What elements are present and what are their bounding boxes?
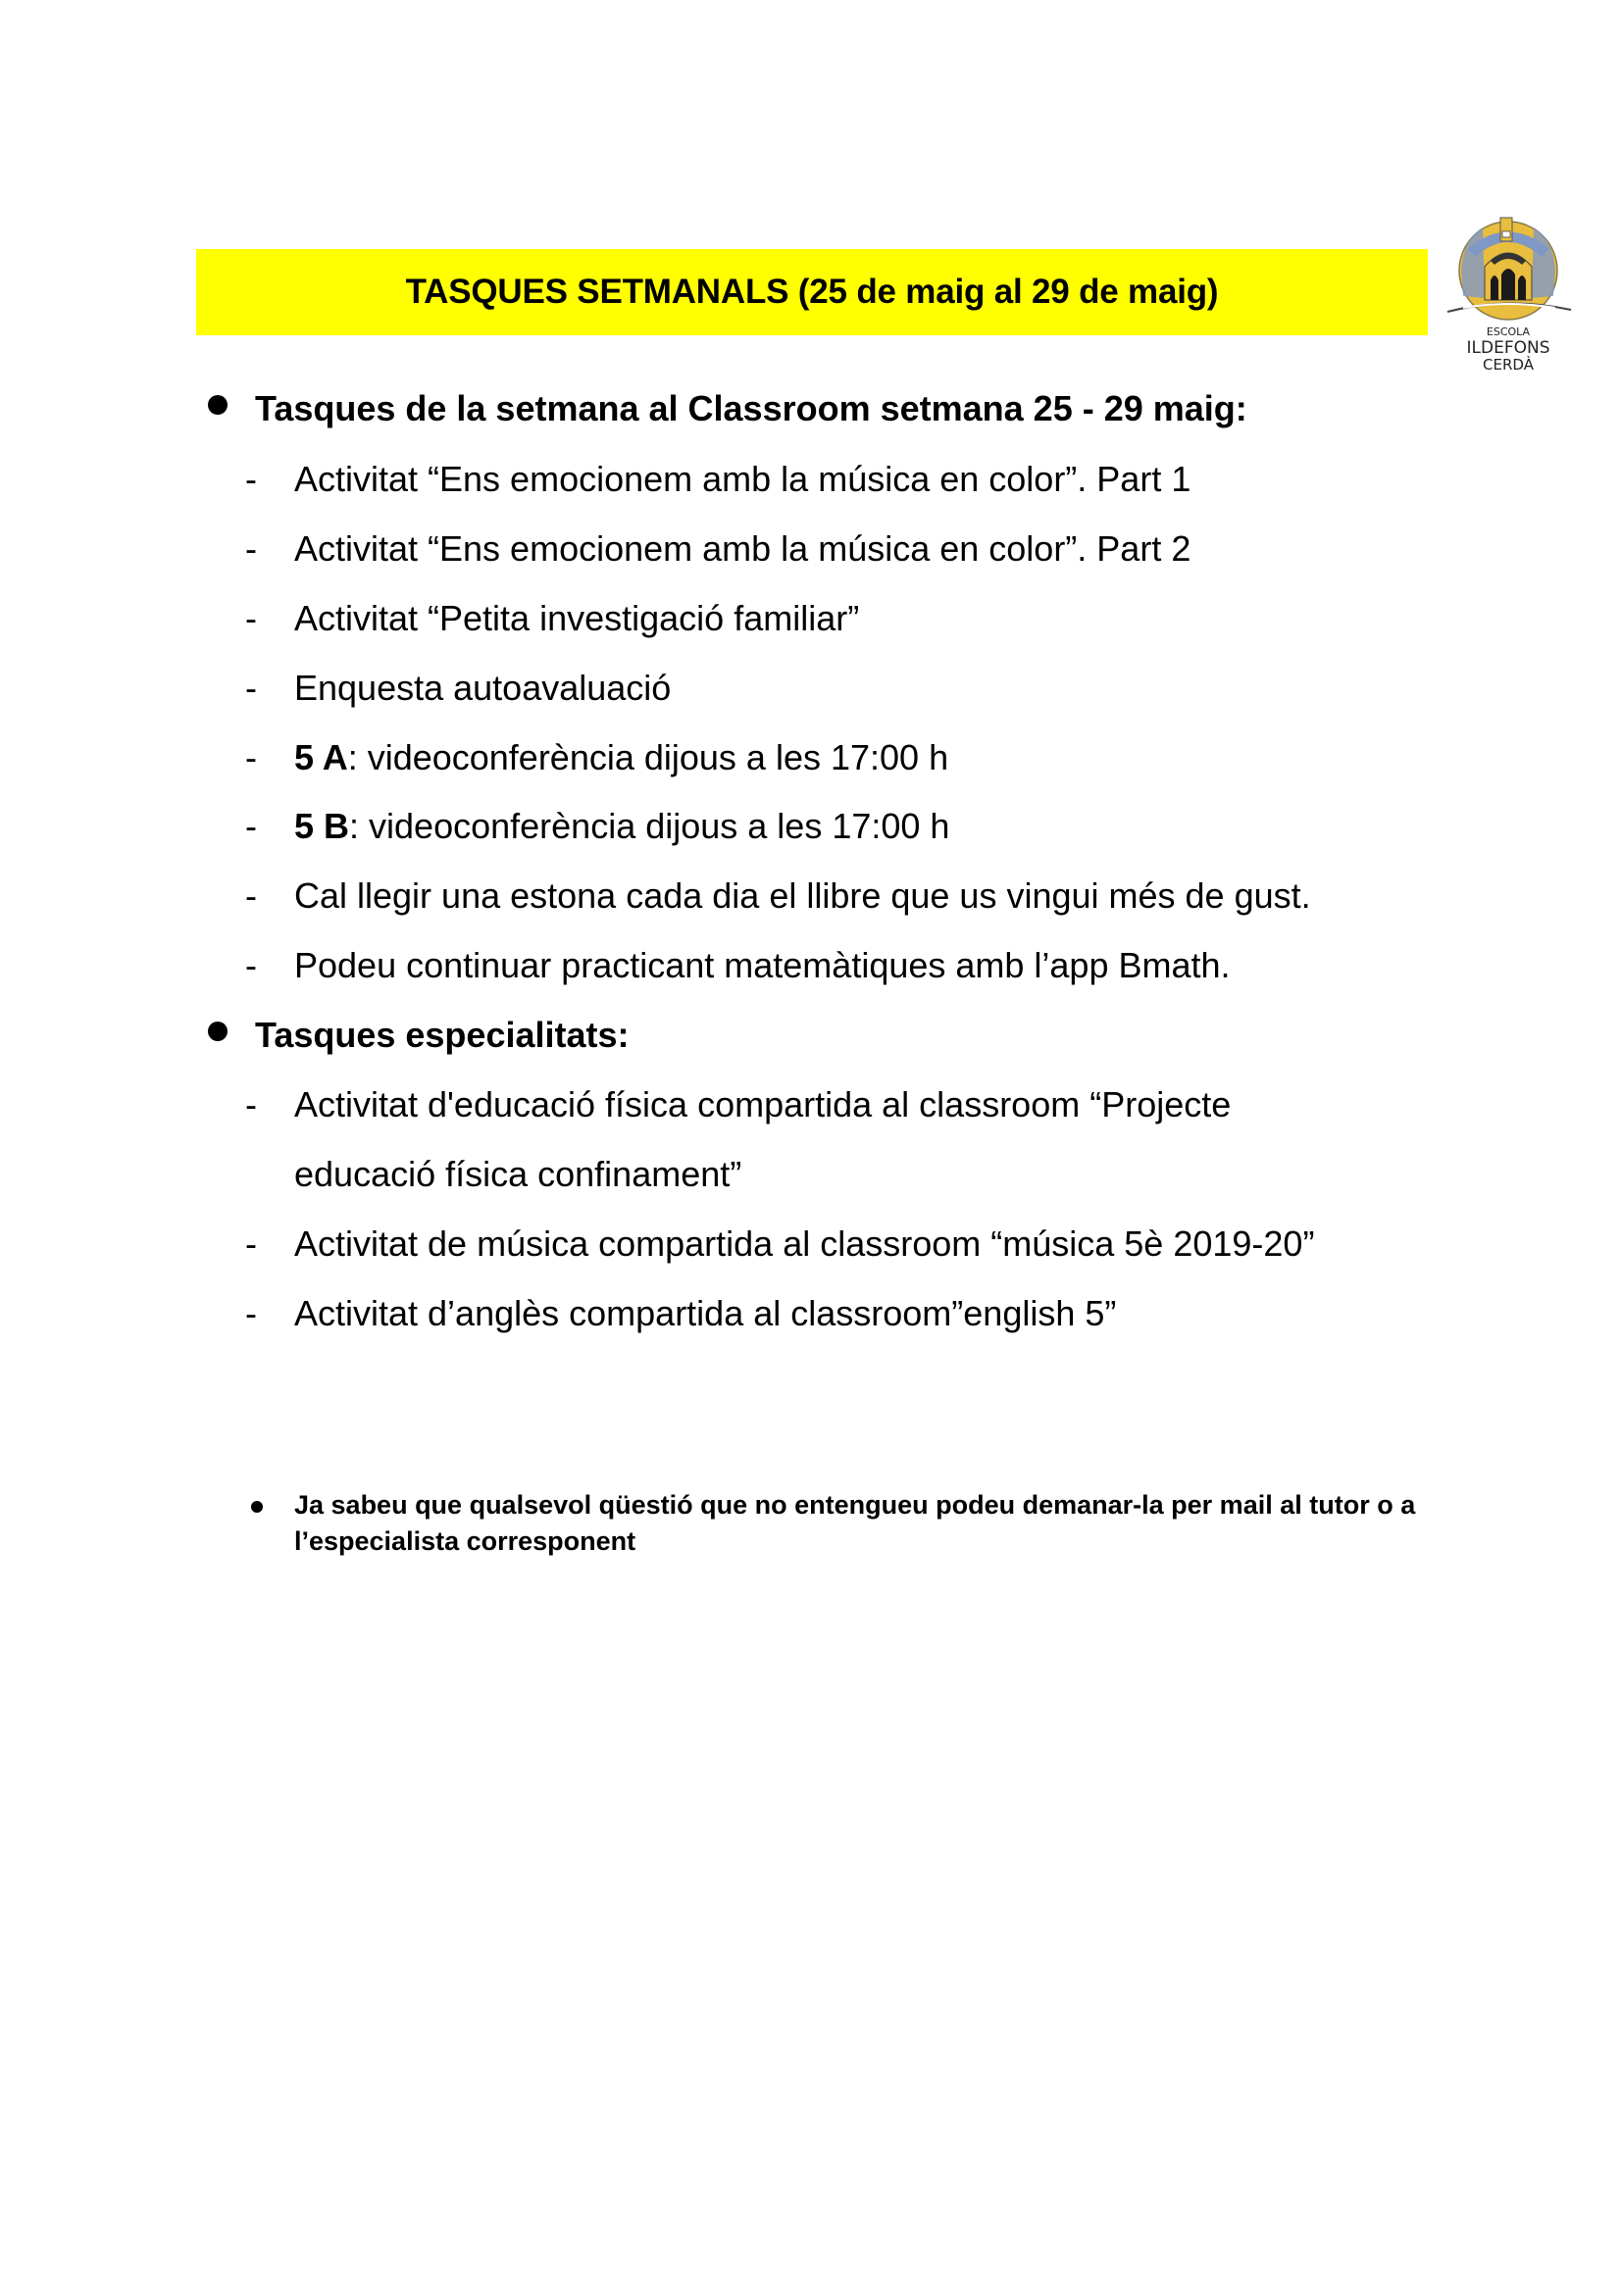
list-item	[245, 459, 1190, 500]
bullet-icon	[208, 1022, 228, 1041]
logo-text-cerda: CERDÀ	[1483, 356, 1534, 372]
list-item-text	[294, 806, 949, 847]
title-banner	[196, 249, 1428, 335]
list-item-continuation: educació física confinament”	[294, 1154, 742, 1194]
list-item	[245, 528, 1190, 570]
dash-icon: -	[245, 528, 257, 569]
list-item	[245, 1293, 1116, 1334]
section-classroom-tasks	[196, 388, 1247, 429]
list-item-text: Cal llegir una estona cada dia el llibre que us vingui més de gust.	[294, 875, 1311, 916]
section-specialties	[196, 1015, 630, 1056]
class-label: 5 A	[294, 737, 348, 777]
videoconference-text: : videoconferència dijous a les 17:00 h	[349, 806, 950, 846]
dash-icon: -	[245, 737, 257, 777]
list-item	[245, 1084, 1231, 1125]
bullet-icon	[208, 395, 228, 415]
videoconference-text: : videoconferència dijous a les 17:00 h	[347, 737, 949, 777]
dash-icon: -	[245, 1223, 257, 1264]
logo-text-escola: ESCOLA	[1486, 325, 1531, 338]
list-item	[245, 598, 859, 639]
list-item-text: Activitat d'educació física compartida al classroom “Projecte	[294, 1084, 1232, 1124]
page-title: TASQUES SETMANALS (25 de maig al 29 de maig)	[405, 273, 1219, 311]
dash-icon: -	[245, 1084, 257, 1124]
list-item	[245, 668, 671, 709]
list-item-text: Activitat d’anglès compartida al classroom”english 5”	[294, 1293, 1117, 1333]
section-heading: Tasques de la setmana al Classroom setmana 25 - 29 maig:	[255, 388, 1247, 428]
dash-icon: -	[245, 598, 257, 638]
dash-icon: -	[245, 806, 257, 846]
bullet-icon	[251, 1501, 263, 1513]
logo-text-ildefons: ILDEFONS	[1466, 338, 1550, 358]
section-heading: Tasques especialitats:	[255, 1015, 630, 1055]
list-item	[245, 945, 1231, 986]
list-item	[245, 1223, 1314, 1265]
list-item-text: Activitat de música compartida al classroom “música 5è 2019-20”	[294, 1223, 1315, 1264]
list-item	[245, 737, 948, 778]
list-item-text: Podeu continuar practicant matemàtiques amb l’app Bmath.	[294, 945, 1231, 985]
list-item-text: Activitat “Petita investigació familiar”	[294, 598, 860, 638]
dash-icon: -	[245, 459, 257, 499]
list-item-text: Activitat “Ens emocionem amb la música en color”. Part 2	[294, 528, 1191, 569]
contact-note	[245, 1487, 1422, 1560]
list-item	[245, 875, 1311, 917]
list-item-text: Activitat “Ens emocionem amb la música en color”. Part 1	[294, 459, 1191, 499]
school-logo-icon	[1440, 210, 1577, 372]
school-logo	[1440, 210, 1577, 372]
note-text: Ja sabeu que qualsevol qüestió que no entengueu podeu demanar-la per mail al tutor o a l’especialista corresponent	[294, 1490, 1416, 1556]
class-label: 5 B	[294, 806, 350, 846]
list-item-text	[294, 737, 948, 778]
dash-icon: -	[245, 668, 257, 708]
dash-icon: -	[245, 945, 257, 985]
dash-icon: -	[245, 1293, 257, 1333]
list-item-text: Enquesta autoavaluació	[294, 668, 672, 708]
list-item	[245, 806, 949, 847]
dash-icon: -	[245, 875, 257, 916]
